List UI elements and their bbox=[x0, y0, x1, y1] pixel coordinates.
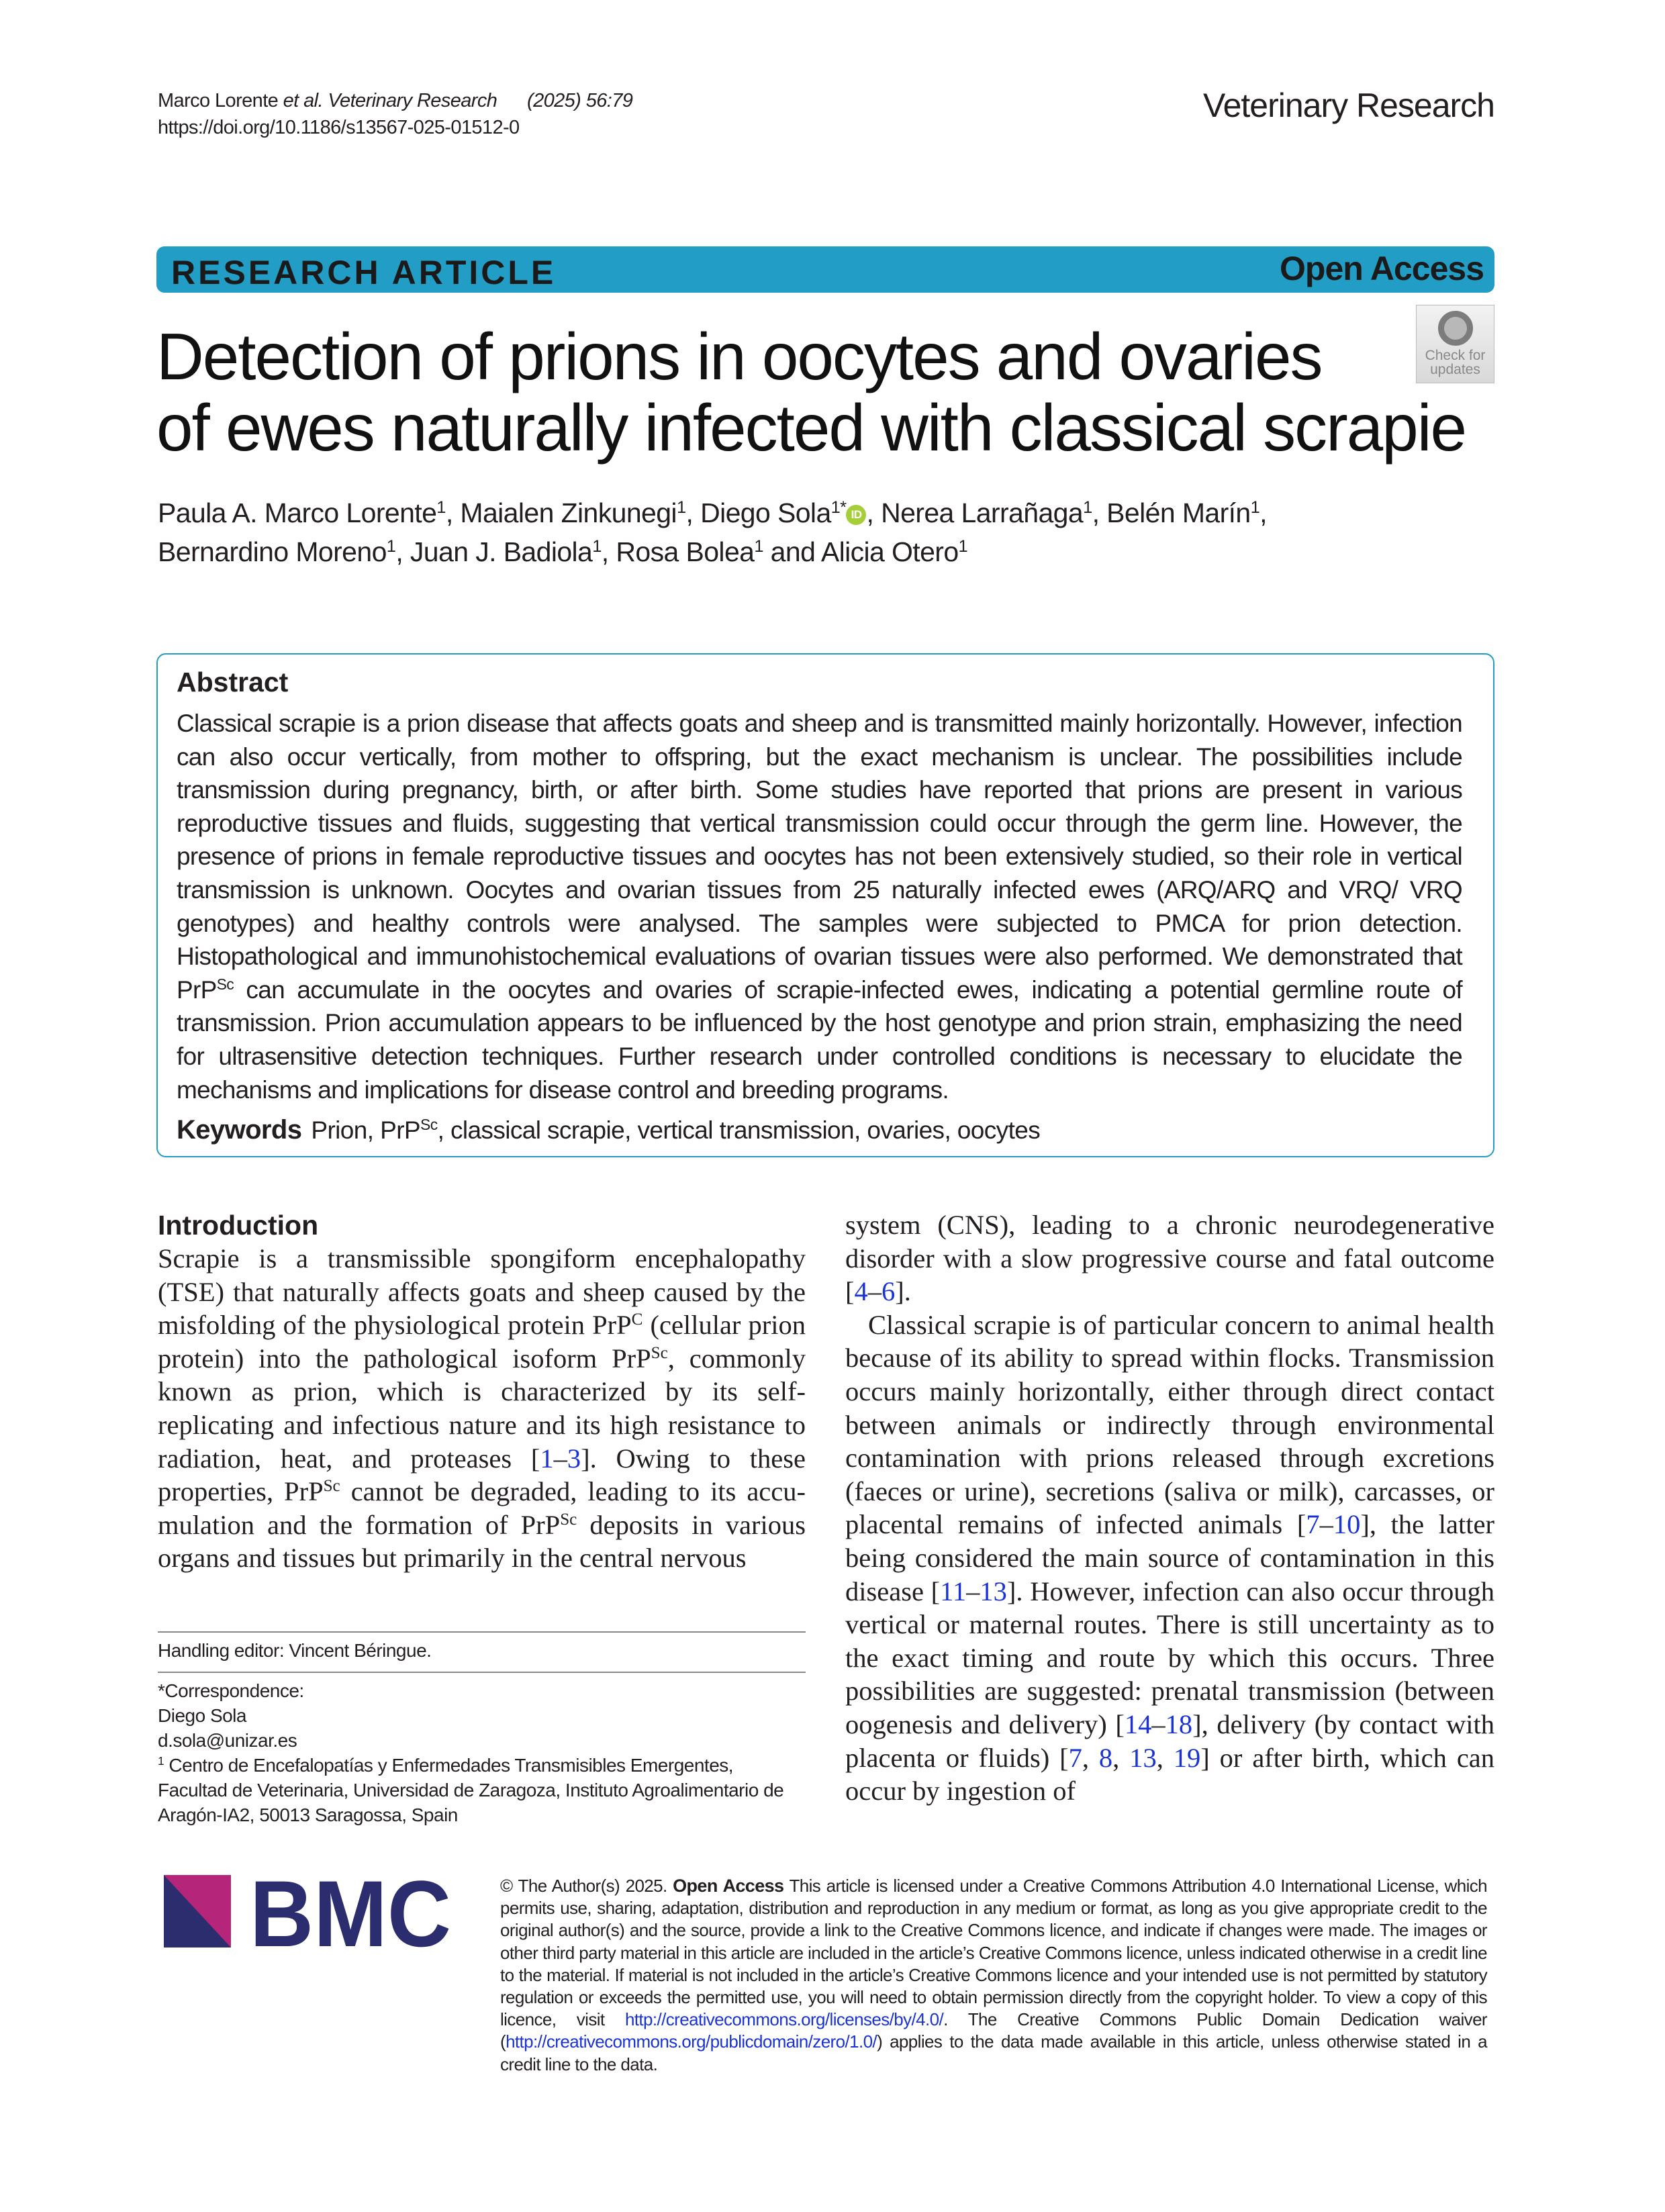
text-run: , Juan J. Badiola bbox=[395, 536, 593, 567]
reference-link[interactable]: 18 bbox=[1165, 1709, 1193, 1739]
superscript: 1 bbox=[1250, 498, 1260, 518]
text-run: ] or after birth, which can occur by ingestion of bbox=[845, 1742, 1495, 1807]
text-run: This article is licensed under a Creative Commons Attribution 4.0 International License, which permits use, sharing, adaptation, distribution and reproduction in any medium or format, as long as you give appropriate credit to the original author(s) and the source, provide a link to the Creative Commons licence, and indicate if changes were made. The images or other third party material in this article are included in the article’s Creative Commons licence, unless indicated otherwise in a credit line to the material. If material is not included in the article’s Creative Commons licence and your intended use is not permitted by statutory regulation or exceeds the permitted use, you will need to obtain permission directly from the copyright holder. To view a copy of this licence, visit bbox=[500, 1876, 1488, 2030]
intro-paragraph-1-cont bbox=[845, 1208, 1494, 1308]
text-run: Paula A. Marco Lorente bbox=[158, 497, 437, 528]
author-list bbox=[158, 493, 1267, 571]
article-title bbox=[156, 321, 1466, 463]
superscript: Sc bbox=[651, 1343, 668, 1362]
correspondent-name: Diego Sola bbox=[158, 1705, 246, 1726]
header-journal: Veterinary Research bbox=[322, 90, 497, 111]
abstract-heading: Abstract bbox=[177, 667, 289, 698]
text-run: , commonly known as prion, which is characterized by its self-replicating and infectious nature and its high resistance to radiation, heat, and proteases [ bbox=[158, 1343, 806, 1474]
intro-paragraph-1 bbox=[158, 1242, 806, 1575]
reference-link[interactable]: 11 bbox=[940, 1576, 967, 1606]
reference-link[interactable]: 4 bbox=[854, 1276, 868, 1307]
text-run: Classical scrapie is of particular concern to animal health because of its ability to spread within flocks. Transmission occurs mainly horizontally, either through direct contact between animals or indirectly through environmental contamination with prions released through excretions (faeces or urine), secretions (saliva or milk), carcasses, or placental remains of infected animals [ bbox=[845, 1309, 1494, 1540]
correspondence-label: *Correspondence: bbox=[158, 1680, 304, 1701]
superscript: Sc bbox=[216, 975, 234, 994]
affiliation-text: Centro de Encefalopatías y Enfermedades Transmisibles Emergentes, Facultad de Veterinaria, Universidad de Zaragoza, Instituto Agroalimentario de Aragón-IA2, 50013 Saragossa, Spain bbox=[158, 1755, 784, 1825]
text-run: – bbox=[966, 1576, 980, 1606]
header-year-volume: (2025) 56:79 bbox=[527, 90, 633, 111]
text-run: , bbox=[1156, 1742, 1174, 1773]
superscript: 1 bbox=[754, 537, 763, 557]
text-run: , Maialen Zinkunegi bbox=[445, 497, 677, 528]
text-run: ], the latter being considered the main source of contamination in this disease [ bbox=[845, 1509, 1494, 1606]
keywords-label: Keywords bbox=[177, 1115, 302, 1145]
reference-link[interactable]: 14 bbox=[1124, 1709, 1152, 1739]
superscript: 1 bbox=[386, 537, 396, 557]
correspondent-email[interactable]: d.sola@unizar.es bbox=[158, 1730, 297, 1751]
superscript: 1 bbox=[1083, 498, 1092, 518]
superscript: C bbox=[631, 1310, 643, 1329]
superscript: 1 bbox=[676, 498, 686, 518]
reference-link[interactable]: http://creativecommons.org/publicdomain/zero/1.0/ bbox=[506, 2031, 877, 2052]
article-type-label: RESEARCH ARTICLE bbox=[171, 254, 557, 291]
keywords bbox=[177, 1115, 1040, 1145]
left-column bbox=[158, 1208, 806, 1575]
footnote-divider-2 bbox=[158, 1672, 806, 1673]
text-run: cannot be degraded, leading to its accumulation and the formation of PrP bbox=[158, 1476, 806, 1540]
text-run: deposits in various organs and tissues but primarily in the central nervous bbox=[158, 1509, 806, 1574]
superscript: 1 bbox=[436, 498, 446, 518]
author-line-1 bbox=[158, 493, 1267, 532]
text-run: , Nerea Larrañaga bbox=[866, 497, 1084, 528]
text-run: ) applies to the data made available in this article, unless otherwise stated in a credit line to the data. bbox=[500, 2031, 1487, 2074]
text-run: (cellular prion protein) into the pathological isoform PrP bbox=[158, 1310, 806, 1374]
text-run: ]. However, infection can also occur through vertical or maternal routes. There is still uncertainty as to the exact timing and route by which this occurs. Three possibilities are suggested: prenatal transmission (between oogenesis and delivery) [ bbox=[845, 1576, 1494, 1739]
reference-link[interactable]: 7 bbox=[1306, 1509, 1320, 1540]
text-run: Scrapie is a transmissible spongiform encephalopathy (TSE) that naturally affects goats and sheep caused by the misfolding of the physiological protein PrP bbox=[158, 1243, 806, 1341]
reference-link[interactable]: 10 bbox=[1333, 1509, 1361, 1540]
text-run: can accumulate in the oocytes and ovaries of scrapie-infected ewes, indicating a potential germline route of transmission. Prion accumulation appears to be influenced by the host genotype and prion strain, emphasizing the need for ultrasensitive detection techniques. Further research under controlled conditions is necessary to elucidate the mechanisms and implications for disease control and breeding programs. bbox=[177, 975, 1462, 1104]
orcid-icon[interactable]: ID bbox=[846, 505, 866, 525]
text-run: , Diego Sola bbox=[685, 497, 831, 528]
affiliation bbox=[158, 1753, 806, 1827]
superscript: Sc bbox=[420, 1116, 438, 1134]
reference-link[interactable]: 19 bbox=[1173, 1742, 1201, 1773]
article-type-banner bbox=[156, 246, 1494, 293]
text-run: – bbox=[553, 1443, 567, 1474]
text-run: – bbox=[1319, 1509, 1333, 1540]
header-authors: Marco Lorente bbox=[158, 90, 283, 111]
footnote-divider bbox=[158, 1631, 806, 1633]
header-etal: et al. bbox=[283, 90, 323, 111]
text-run: Classical scrapie is a prion disease that affects goats and sheep and is transmitted mainly horizontally. However, infection can also occur vertically, from mother to offspring, but the exact mechanism is unclear. The possibilities include transmission during pregnancy, birth, or after birth. Some studies have reported that prions are present in various reproductive tissues and fluids, suggesting that vertical transmission could occur through the germ line. However, the presence of prions in female reproductive tissues and oocytes has not been extensively studied, so their role in vertical transmission is unknown. Oocytes and ovarian tissues from 25 naturally infected ewes (ARQ/ARQ and VRQ/ VRQ genotypes) and healthy controls were analysed. The samples were subjected to PMCA for prion detection. Histopathological and immunohistochemical evaluations of ovarian tissues were also performed. We demonstrated that PrP bbox=[177, 710, 1462, 1004]
bmc-logo-text: BMC bbox=[250, 1875, 451, 1949]
intro-paragraph-2 bbox=[845, 1308, 1494, 1808]
journal-name: Veterinary Research bbox=[1202, 87, 1494, 124]
abstract-box bbox=[156, 653, 1494, 1157]
reference-link[interactable]: http://creativecommons.org/licenses/by/4.0/ bbox=[624, 2009, 944, 2030]
bmc-logo bbox=[164, 1875, 453, 1949]
reference-link[interactable]: 7 bbox=[1068, 1742, 1082, 1773]
title-line-1: Detection of prions in oocytes and ovaries bbox=[156, 320, 1322, 393]
abstract-text bbox=[177, 707, 1462, 1106]
text-run: and Alicia Otero bbox=[763, 536, 959, 567]
author-line-2 bbox=[158, 532, 1267, 571]
reference-link[interactable]: 6 bbox=[882, 1276, 896, 1307]
reference-link[interactable]: 3 bbox=[567, 1443, 581, 1474]
text-run: © The Author(s) 2025. bbox=[500, 1876, 673, 1896]
superscript: Sc bbox=[560, 1510, 577, 1529]
check-updates-text: Check for bbox=[1425, 348, 1486, 363]
check-updates-text-2: updates bbox=[1430, 362, 1480, 377]
bold-text: Open Access bbox=[673, 1876, 784, 1896]
text-run: ]. Owing to these properties, PrP bbox=[158, 1443, 806, 1507]
text-run: , classical scrapie, vertical transmission, ovaries, oocytes bbox=[437, 1116, 1041, 1144]
reference-link[interactable]: 8 bbox=[1098, 1742, 1113, 1773]
introduction-heading: Introduction bbox=[158, 1210, 319, 1241]
title-line-2: of ewes naturally infected with classical scrapie bbox=[156, 391, 1466, 465]
handling-editor: Handling editor: Vincent Béringue. bbox=[158, 1640, 432, 1661]
text-run: , bbox=[1112, 1742, 1130, 1773]
right-column bbox=[845, 1208, 1494, 1808]
correspondence-block bbox=[158, 1678, 806, 1827]
running-header bbox=[158, 87, 632, 141]
text-run: , bbox=[1259, 497, 1267, 528]
text-run: . The Creative Commons Public Domain Dedication waiver ( bbox=[500, 2009, 1487, 2052]
text-run: – bbox=[867, 1276, 882, 1307]
license-text bbox=[500, 1875, 1487, 2076]
text-run: ], delivery (by contact with placenta or fluids) [ bbox=[845, 1709, 1494, 1773]
text-run: , bbox=[1082, 1742, 1099, 1773]
superscript: 1 bbox=[958, 537, 968, 557]
text-run: ]. bbox=[895, 1276, 911, 1307]
text-run: – bbox=[1151, 1709, 1166, 1739]
superscript: 1 bbox=[592, 537, 602, 557]
reference-link[interactable]: 1 bbox=[540, 1443, 554, 1474]
open-access-label: Open Access bbox=[1280, 250, 1484, 287]
keywords-list bbox=[311, 1116, 1040, 1144]
reference-link[interactable]: 13 bbox=[980, 1576, 1007, 1606]
text-run: Prion, PrP bbox=[311, 1116, 420, 1144]
reference-link[interactable]: 13 bbox=[1129, 1742, 1157, 1773]
text-run: , Belén Marín bbox=[1092, 497, 1251, 528]
text-run: Bernardino Moreno bbox=[158, 536, 387, 567]
header-doi-link[interactable]: https://doi.org/10.1186/s13567-025-01512-0 bbox=[158, 117, 520, 138]
text-run: system (CNS), leading to a chronic neurodegenerative disorder with a slow progressive course and fatal outcome [ bbox=[845, 1210, 1494, 1307]
affiliation-number: 1 bbox=[158, 1754, 164, 1768]
superscript: 1* bbox=[830, 498, 847, 518]
text-run: , Rosa Bolea bbox=[601, 536, 755, 567]
superscript: Sc bbox=[323, 1477, 340, 1496]
